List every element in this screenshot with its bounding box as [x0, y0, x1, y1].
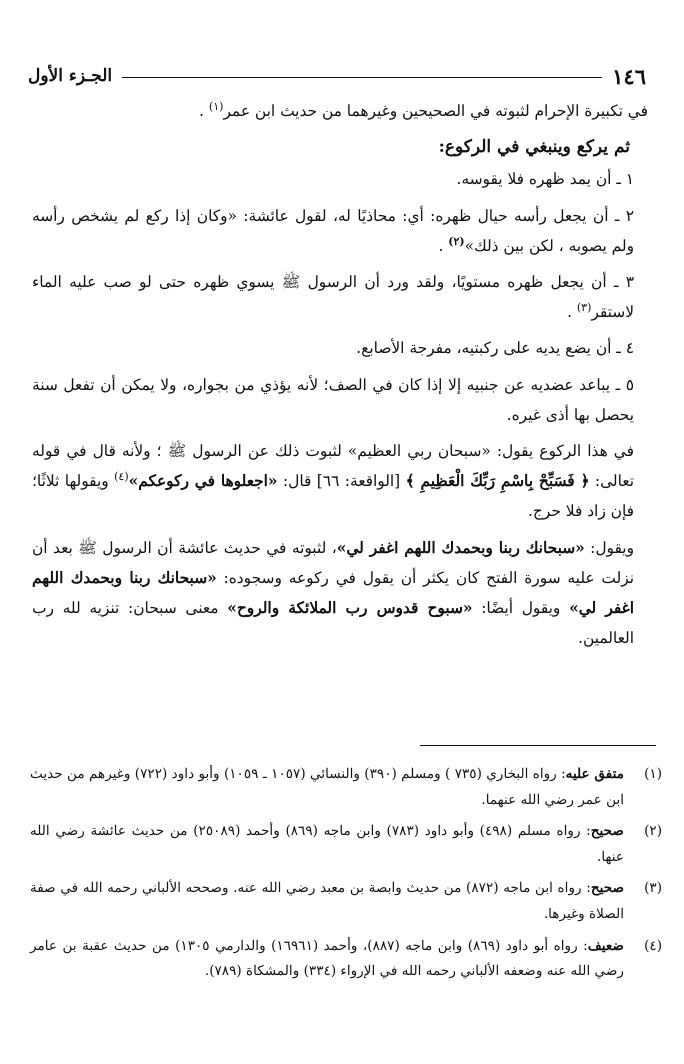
list-item-5: ٥ ـ يباعد عضديه عن جنبيه إلا إذا كان في الصف؛ لأنه يؤذي من بجواره، ولا يمكن أن تفعل سنة يحصل بها أذى غيره.	[32, 375, 634, 424]
footnote-ref-3[interactable]: (٣)	[576, 301, 592, 315]
page-number: ١٤٦	[612, 63, 646, 89]
footnote-number: (١)	[644, 766, 662, 782]
footnote-number: (٤)	[644, 937, 662, 954]
paragraph-intro: في تكبيرة الإحرام لثبوته في الصحيحين وغيرهما من حديث ابن عمر$^{(١)}$ .	[199, 99, 648, 120]
hadith-quote: «اجعلوها في ركوعكم»	[128, 472, 278, 491]
footnote-number: (٣)	[644, 880, 662, 897]
footnote-ref-4[interactable]: (٤)	[114, 470, 129, 484]
supplication-quote-3: «سبوح قدوس رب الملائكة والروح»	[227, 599, 473, 618]
page-header	[28, 62, 646, 90]
running-title: الجـزء الأول	[28, 66, 113, 86]
hadith-grade: صحيح	[590, 823, 624, 840]
supplication-quote-2: «سبحانك ربنا وبحمدك اللهم اغفر لي»	[32, 568, 634, 618]
footnote-2	[30, 819, 662, 870]
footnote-4	[30, 934, 662, 985]
footnote-text: : رواه البخاري (٧٣٥ ) ومسلم (٣٩٠) والنسائي (١٠٥٧ ـ ١٠٥٩) وأبو داود (٧٢٢) وغيرهم من حديث ابن عمر رضي الله عنهما.	[30, 766, 624, 808]
footnote-1	[30, 762, 662, 813]
footnote-text: : رواه أبو داود (٨٦٩) وابن ماجه (٨٨٧)، وأحمد (١٦٩٦١) والدارمي ١٣٠٥) من حديث عقبة بن عامر رضي الله عنه وضعفه الألباني رحمه الله في الإرواء (٣٣٤) والمشكاة (٧٨٩).	[30, 937, 624, 980]
footnote-3	[30, 876, 662, 927]
main-text	[32, 96, 648, 659]
list-item-2: ٢ ـ أن يجعل رأسه حيال ظهره: أي: محاذيًا له، لقول عائشة: «وكان إذا ركع لم يشخص رأسه ولم يصوبه ، لكن بين ذلك»$^{(٢)}$ .	[32, 206, 634, 255]
footnote-text: : رواه مسلم (٤٩٨) وأبو داود (٧٨٣) وابن ماجه (٨٦٩) وأحمد (٢٥٠٨٩) من حديث عائشة رضي الله عنها.	[30, 823, 624, 865]
hadith-grade: ضعيف	[587, 937, 624, 954]
list-item-1: ١ ـ أن يمد ظهره فلا يقوسه.	[456, 170, 634, 189]
footnote-number: (٢)	[644, 823, 662, 840]
footnote-text: : رواه ابن ماجه (٨٧٢) من حديث وابصة بن معبد رضي الله عنه. وصححه الألباني رحمه الله في صفة الصلاة وغيرها.	[30, 880, 624, 922]
supplication-quote-1: «سبحانك ربنا وبحمدك اللهم اغفر لي»	[336, 538, 585, 557]
list-item-3: ٣ ـ أن يجعل ظهره مستويًا، ولقد ورد أن الرسول ﷺ يسوي ظهره حتى لو صب عليه الماء لاستقر$^{(٣)}$ .	[32, 273, 634, 322]
footnote-ref-2[interactable]: (٢)	[448, 234, 465, 248]
hadith-grade: صحيح	[590, 880, 625, 897]
paragraph-dhikr: في هذا الركوع يقول: «سبحان ربي العظيم» لثبوت ذلك عن الرسول ﷺ ؛ ولأنه قال في قوله تعالى: ﴿ فَسَبِّحْ بِاسْمِ رَبِّكَ الْعَظِيمِ ﴾ [الواقعة: ٦٦] قال: «اجعلوها في ركوعكم»$^{(٤)}$ ويقولها ثلاثًا؛ فإن زاد فلا حرج.	[32, 442, 634, 521]
section-heading: ثم يركع وينبغي في الركوع:	[438, 137, 630, 158]
footnotes	[30, 762, 662, 991]
paragraph-supplication: ويقول: «سبحانك ربنا وبحمدك اللهم اغفر لي»، لثبوته في حديث عائشة أن الرسول ﷺ بعد أن نزلت عليه سورة الفتح كان يكثر أن يقول في ركوعه وسجوده: «سبحانك ربنا وبحمدك اللهم اغفر لي» ويقول أيضًا: «سبوح قدوس رب الملائكة والروح» معنى سبحان: تنزيه لله رب العالمين.	[32, 538, 635, 648]
quran-verse: ﴿ فَسَبِّحْ بِاسْمِ رَبِّكَ الْعَظِيمِ ﴾	[405, 472, 590, 491]
footnote-ref-1[interactable]: (١)	[208, 99, 224, 113]
header-rule	[122, 77, 602, 78]
footnote-separator	[420, 745, 656, 746]
list-item-4: ٤ ـ أن يضع يديه على ركبتيه، مفرجة الأصابع.	[356, 339, 634, 358]
hadith-grade: متفق عليه	[565, 766, 625, 782]
